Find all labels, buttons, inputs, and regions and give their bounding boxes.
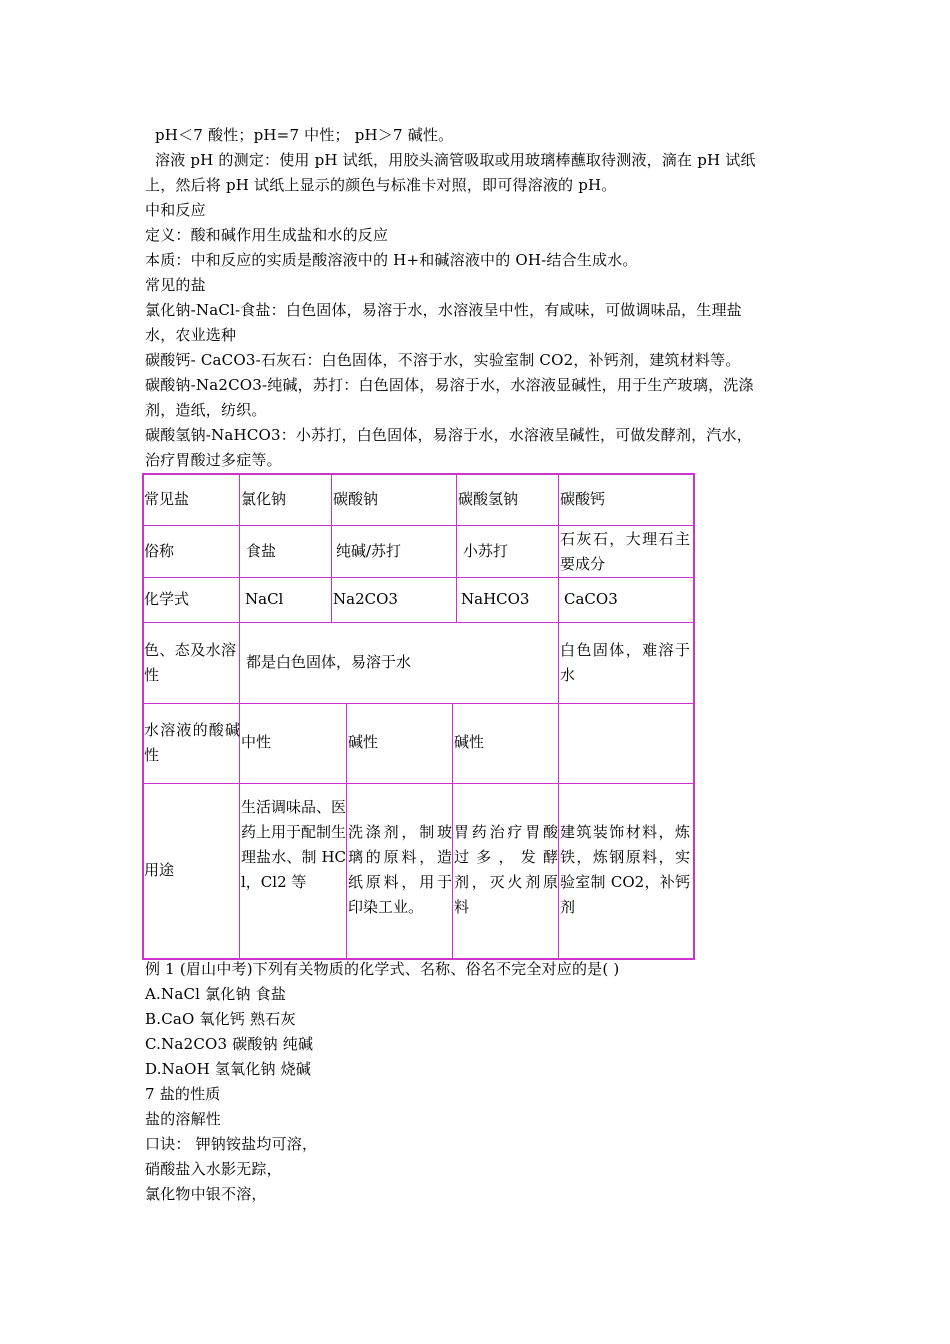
col-divider xyxy=(452,703,453,958)
header-cell: 碳酸钠 xyxy=(333,490,379,508)
row-divider xyxy=(144,703,693,704)
col-divider xyxy=(558,475,559,622)
table-cell: 纯碱/苏打 xyxy=(336,542,402,560)
ph-range-line: pH＜7 酸性；pH=7 中性； pH＞7 碱性。 xyxy=(155,126,454,144)
row-divider xyxy=(144,525,693,526)
col-divider xyxy=(558,703,559,958)
example-option-d: D.NaOH 氢氧化钠 烧碱 xyxy=(145,1060,312,1078)
mnemonic-line-3: 氯化物中银不溶， xyxy=(145,1185,267,1203)
row-divider xyxy=(144,783,693,784)
col-divider xyxy=(346,703,347,958)
common-salts-heading: 常见的盐 xyxy=(145,276,206,294)
row-label: 色、态及水溶性 xyxy=(144,641,236,684)
header-cell: 氯化钠 xyxy=(241,490,287,508)
row-label: 水溶液的酸碱性 xyxy=(144,721,240,764)
ph-measure-line-1: 溶液 pH 的测定：使用 pH 试纸，用胶头滴管吸取或用玻璃棒蘸取待测液，滴在 pH 试纸 xyxy=(155,151,756,169)
salt-solubility-heading: 盐的溶解性 xyxy=(145,1110,222,1128)
ph-measure-line-2: 上，然后将 pH 试纸上显示的颜色与标准卡对照，即可得溶液的 pH。 xyxy=(145,176,617,194)
mnemonic-line-2: 硝酸盐入水影无踪， xyxy=(145,1160,282,1178)
row-label: 俗称 xyxy=(144,542,175,560)
nacl-line-1: 氯化钠-NaCl-食盐：白色固体，易溶于水，水溶液呈中性，有咸味，可做调味品，生理盐 xyxy=(145,301,742,319)
col-divider xyxy=(331,475,332,622)
table-cell: 石灰石，大理石主要成分 xyxy=(560,530,690,573)
example-question: 例 1 (眉山中考)下列有关物质的化学式、名称、俗名不完全对应的是( ) xyxy=(145,960,620,978)
table-cell: 中性 xyxy=(241,733,272,751)
table-cell: 食盐 xyxy=(246,542,277,560)
table-cell: 建筑装饰材料，炼铁，炼钢原料，实验室制 CO2，补钙剂 xyxy=(560,823,690,916)
example-option-b: B.CaO 氧化钙 熟石灰 xyxy=(145,1010,296,1028)
table-cell: 白色固体，难溶于水 xyxy=(560,641,690,684)
col-divider xyxy=(239,475,240,622)
salt-table xyxy=(142,473,693,958)
na2co3-line-2: 剂，造纸，纺织。 xyxy=(145,401,267,419)
row-divider xyxy=(144,622,693,623)
caco3-line: 碳酸钙- CaCO3-石灰石：白色固体，不溶于水，实验室制 CO2，补钙剂，建筑材料等。 xyxy=(145,351,741,369)
nacl-line-2: 水，农业选种 xyxy=(145,326,237,344)
table-cell: CaCO3 xyxy=(564,590,618,608)
col-divider xyxy=(558,622,559,703)
row-divider xyxy=(144,577,693,578)
table-cell: NaHCO3 xyxy=(461,590,530,608)
nahco3-line-1: 碳酸氢钠-NaHCO3：小苏打，白色固体，易溶于水，水溶液呈碱性，可做发酵剂，汽水， xyxy=(145,426,752,444)
table-cell: 胃药治疗胃酸过多，发酵剂，灭火剂原料 xyxy=(454,823,558,916)
table-cell: NaCl xyxy=(245,590,284,608)
example-option-c: C.Na2CO3 碳酸钠 纯碱 xyxy=(145,1035,314,1053)
mnemonic-line-1: 口诀： 钾钠铵盐均可溶， xyxy=(145,1135,318,1153)
row-label: 化学式 xyxy=(144,590,190,608)
header-cell: 碳酸钙 xyxy=(560,490,606,508)
col-divider xyxy=(239,622,240,703)
nahco3-line-2: 治疗胃酸过多症等。 xyxy=(145,451,282,469)
table-cell: 碱性 xyxy=(348,733,379,751)
salt-properties-heading: 7 盐的性质 xyxy=(145,1085,221,1103)
table-cell: 碱性 xyxy=(454,733,485,751)
example-option-a: A.NaCl 氯化钠 食盐 xyxy=(145,985,287,1003)
na2co3-line-1: 碳酸钠-Na2CO3-纯碱，苏打：白色固体，易溶于水，水溶液显碱性，用于生产玻璃，洗涤 xyxy=(145,376,754,394)
row-label: 用途 xyxy=(144,861,175,879)
table-cell: 都是白色固体，易溶于水 xyxy=(246,653,412,671)
table-cell: 洗涤剂，制玻璃的原料，造纸原料，用于印染工业。 xyxy=(348,823,452,916)
neutralization-definition: 定义：酸和碱作用生成盐和水的反应 xyxy=(145,226,389,244)
table-cell: Na2CO3 xyxy=(333,590,398,608)
neutralization-essence: 本质：中和反应的实质是酸溶液中的 H+和碱溶液中的 OH-结合生成水。 xyxy=(145,251,638,269)
table-cell: 小苏打 xyxy=(463,542,509,560)
header-cell: 碳酸氢钠 xyxy=(458,490,519,508)
col-divider xyxy=(456,475,457,622)
neutralization-heading: 中和反应 xyxy=(145,201,206,219)
table-cell: 生活调味品、医药上用于配制生理盐水、制 HCl，Cl2 等 xyxy=(241,798,347,891)
header-cell: 常见盐 xyxy=(144,490,190,508)
